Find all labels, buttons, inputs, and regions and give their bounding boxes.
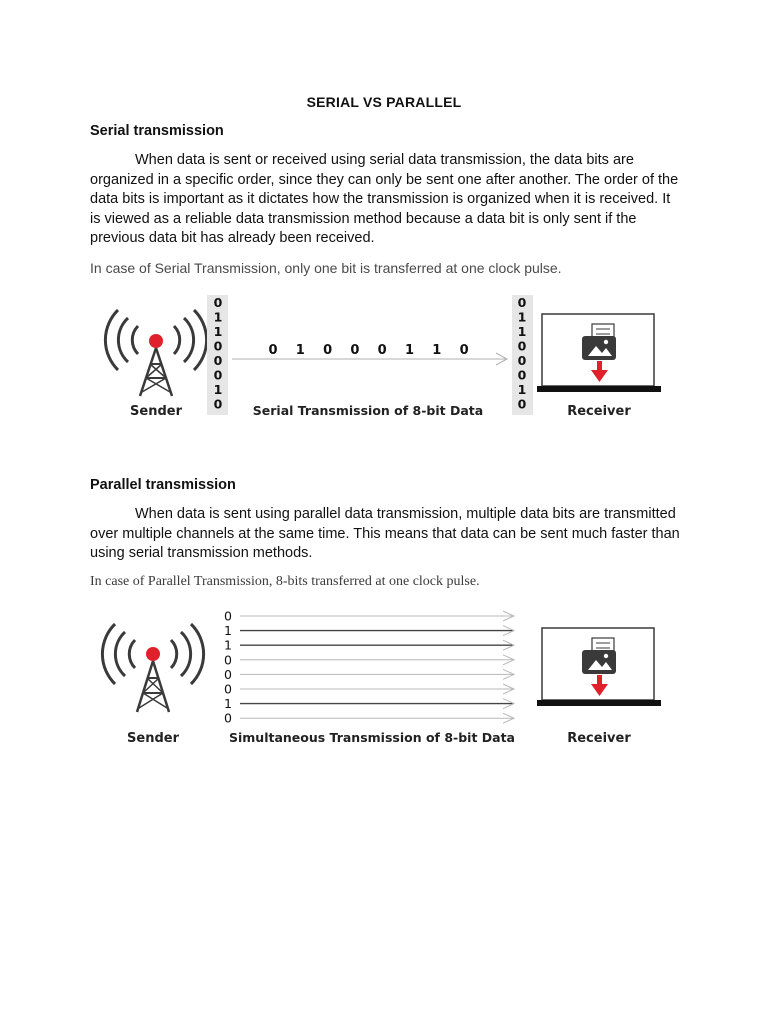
serial-left-bit: 1 xyxy=(213,382,223,397)
serial-heading: Serial transmission xyxy=(90,123,224,139)
serial-paragraph xyxy=(90,151,680,249)
parallel-bit: 1 xyxy=(224,696,232,712)
parallel-note: In case of Parallel Transmission, 8-bits transferred at one clock pulse. xyxy=(90,574,480,589)
serial-left-bit: 0 xyxy=(213,353,223,368)
parallel-receiver-label: Receiver xyxy=(567,731,631,746)
serial-paragraph-text: When data is sent or received using serial data transmission, the data bits are organized in a specific order, since they can only be sent one after another. The order of the data bits is important as it dictates how the transmission is organized when it is received. It is viewed as a reliable data transmission method because a data bit is only sent if the previous data bit has already been received. xyxy=(90,152,679,246)
serial-stream-bit: 0 xyxy=(377,343,387,358)
serial-left-bit: 0 xyxy=(213,367,223,383)
parallel-diagram xyxy=(0,600,768,750)
parallel-heading: Parallel transmission xyxy=(90,477,236,493)
parallel-bit: 0 xyxy=(224,666,232,682)
page-title: SERIAL VS PARALLEL xyxy=(306,94,462,110)
serial-left-bit: 0 xyxy=(213,295,223,310)
parallel-bit: 0 xyxy=(224,608,232,624)
parallel-bit: 0 xyxy=(224,710,232,726)
receiver-laptop-icon xyxy=(537,314,661,392)
serial-stream-bit: 1 xyxy=(432,343,442,358)
parallel-bit: 0 xyxy=(224,681,232,697)
parallel-bit: 0 xyxy=(224,652,232,668)
sender-tower-icon xyxy=(102,624,203,712)
serial-right-bit: 0 xyxy=(517,353,527,368)
serial-right-bit: 1 xyxy=(517,324,527,339)
serial-left-bit: 0 xyxy=(213,396,223,412)
sender-tower-icon xyxy=(105,310,206,396)
parallel-paragraph xyxy=(90,505,680,564)
serial-caption: Serial Transmission of 8-bit Data xyxy=(252,403,484,418)
parallel-paragraph-text: When data is sent using parallel data transmission, multiple data bits are transmitted over multiple channels at the same time. This means that data can be sent much faster than using serial transmission methods. xyxy=(90,506,680,561)
serial-stream-bit: 0 xyxy=(350,343,360,358)
receiver-laptop-icon xyxy=(537,628,661,706)
serial-right-bit: 0 xyxy=(517,295,527,310)
parallel-sender-label: Sender xyxy=(127,731,179,746)
parallel-caption: Simultaneous Transmission of 8-bit Data xyxy=(228,730,516,745)
serial-stream-bit: 1 xyxy=(404,343,415,358)
serial-stream-bit: 0 xyxy=(323,343,333,358)
serial-stream-bit: 0 xyxy=(268,343,278,358)
serial-stream-bit: 1 xyxy=(295,343,305,358)
serial-right-bit: 0 xyxy=(517,367,527,383)
serial-note: In case of Serial Transmission, only one bit is transferred at one clock pulse. xyxy=(90,260,562,276)
serial-left-bit: 0 xyxy=(213,338,223,354)
parallel-bit: 1 xyxy=(224,623,232,639)
serial-receiver-label: Receiver xyxy=(567,404,631,419)
serial-left-bit: 1 xyxy=(213,324,223,339)
serial-right-bit: 1 xyxy=(517,382,527,397)
serial-right-bit: 1 xyxy=(517,309,527,325)
serial-diagram xyxy=(0,290,768,430)
serial-right-bit: 0 xyxy=(517,396,527,412)
serial-sender-label: Sender xyxy=(130,404,182,419)
serial-right-bit: 0 xyxy=(517,338,527,354)
parallel-bit: 1 xyxy=(224,637,232,653)
serial-left-bit: 1 xyxy=(213,309,223,325)
serial-stream-bit: 0 xyxy=(459,343,469,358)
